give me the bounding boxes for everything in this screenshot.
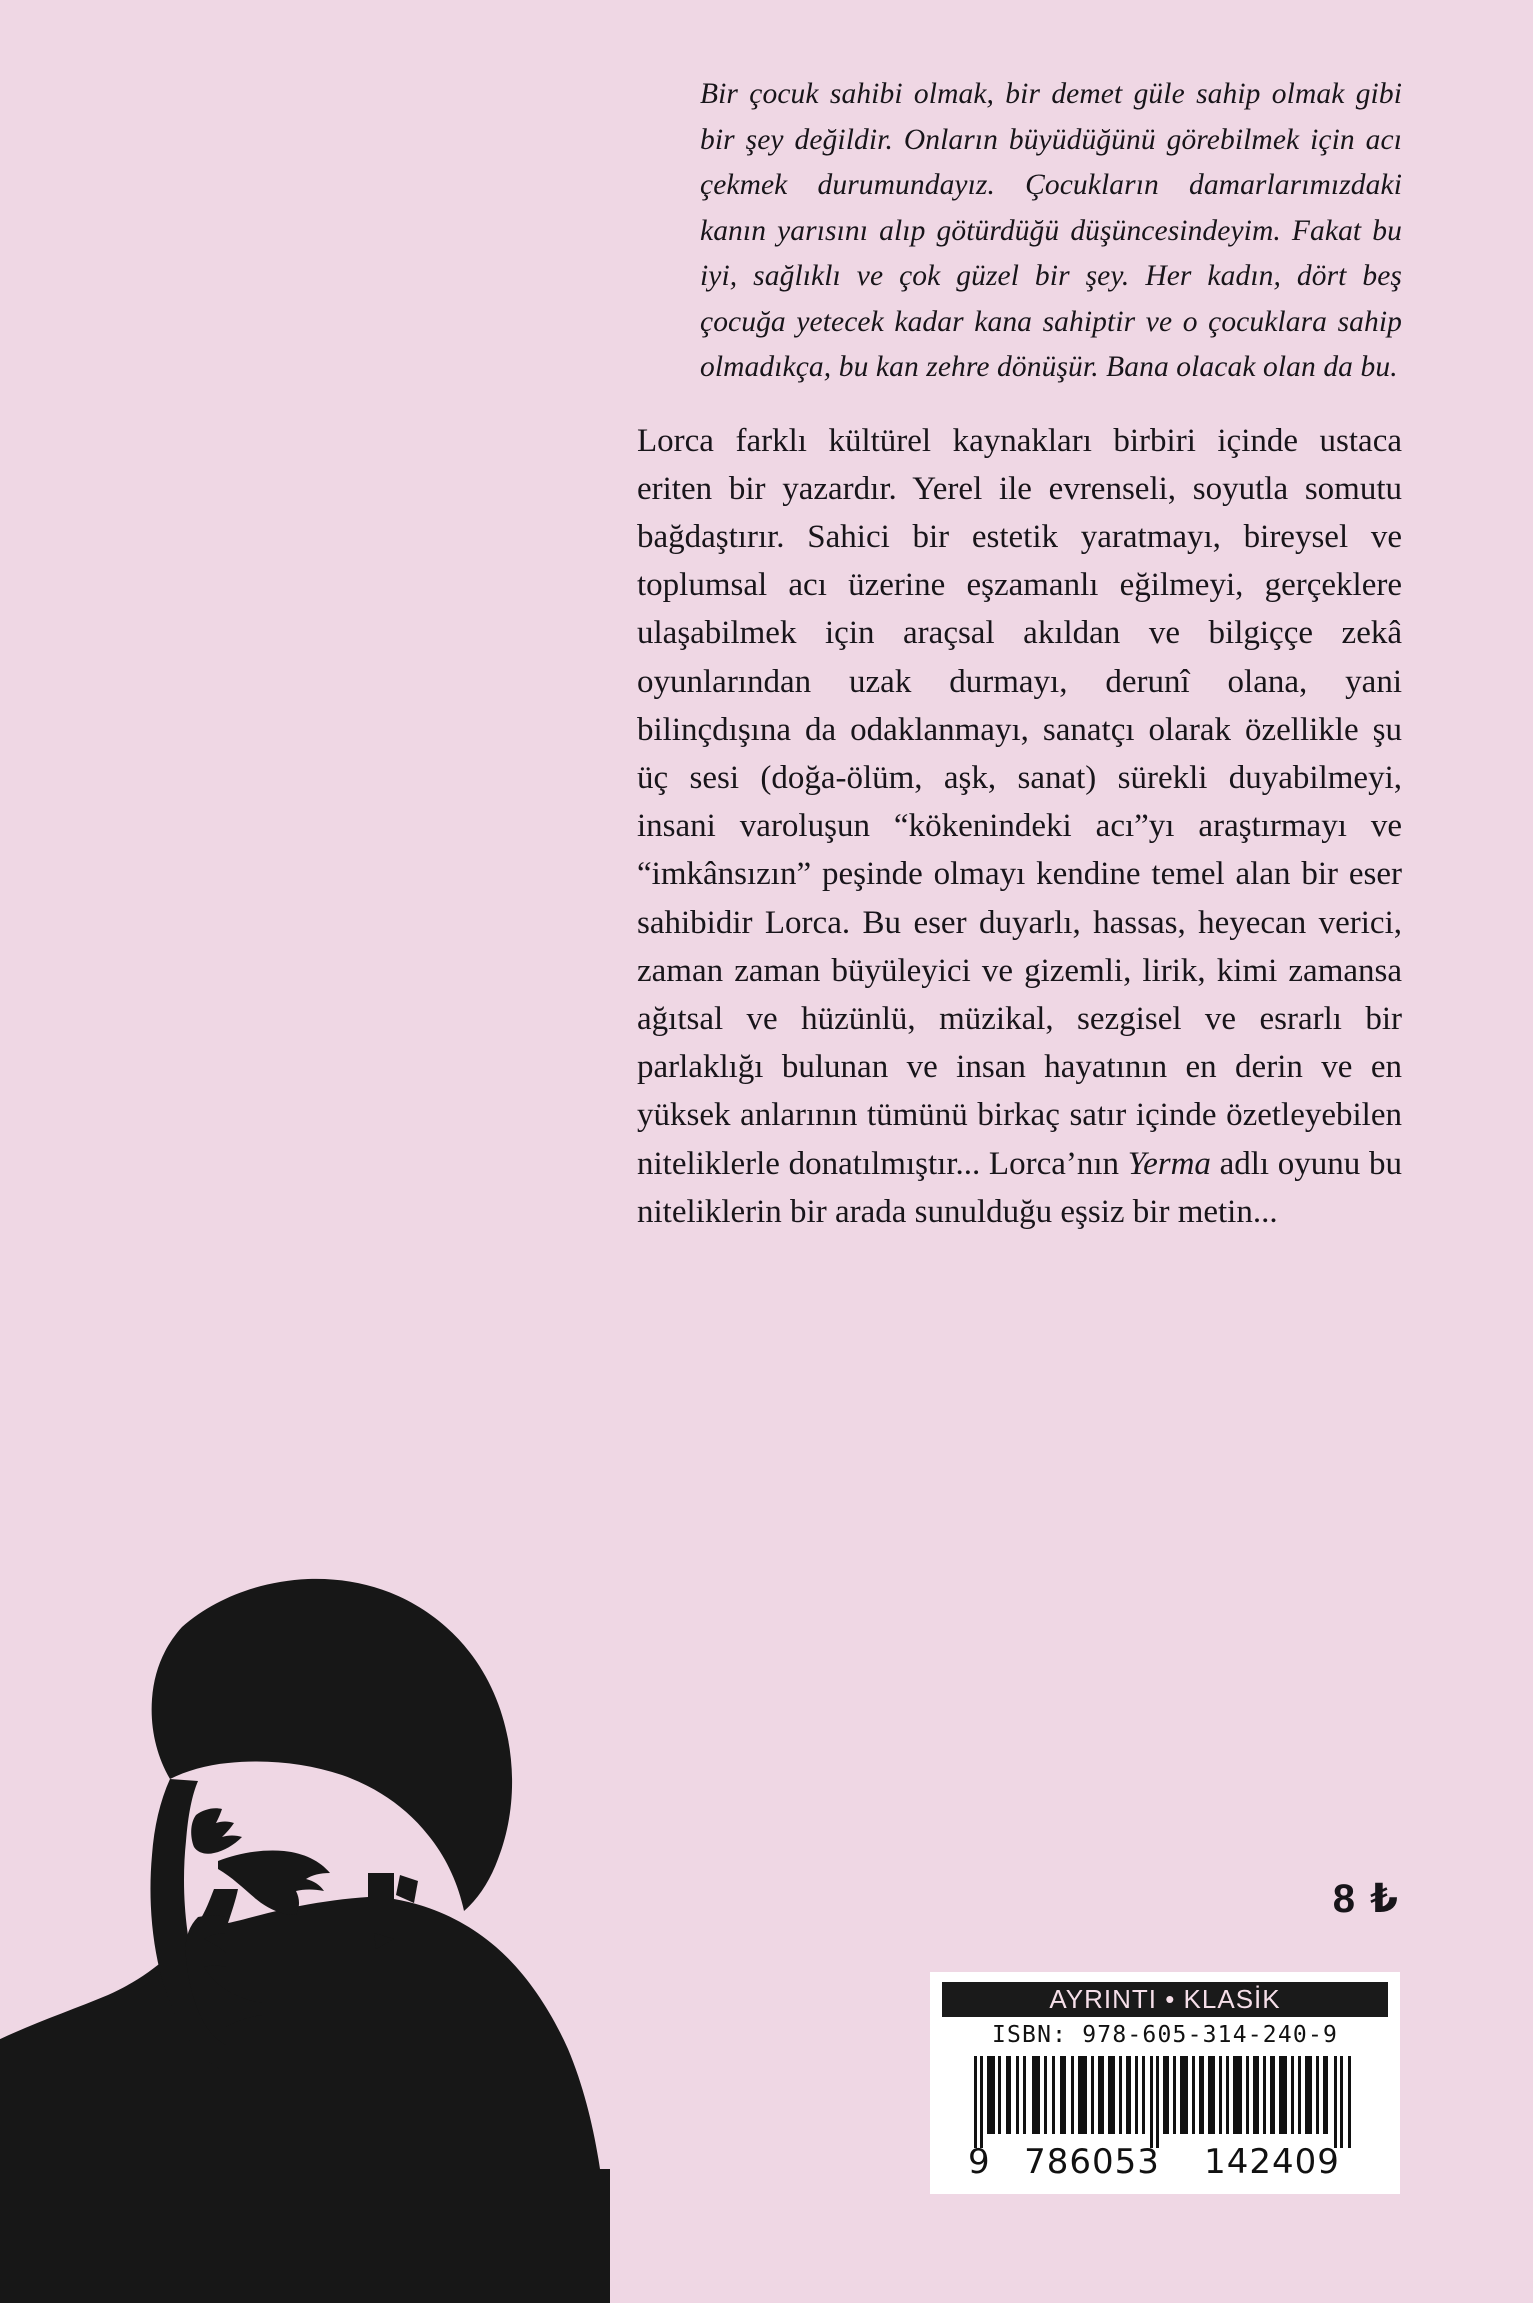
price-label: 8 ₺ (1332, 1877, 1400, 1921)
ean-digit-row (968, 2142, 1362, 2182)
barcode-panel (930, 1972, 1400, 2194)
ean-lead-digit: 9 (968, 2142, 991, 2182)
blurb-paragraph (637, 417, 1402, 1236)
blurb-text-part-1: Lorca farklı kültürel kaynakları birbiri içinde ustaca eriten bir yazardır. Yerel ile evrenseli, soyutla somutu bağdaştırır. Sahici bir estetik yaratmayı, bireysel ve toplumsal acı üzerine eşzamanlı eğilmeyi, gerçeklere ulaşabilmek için araçsal akıldan ve bilgiççe zekâ oyunlarından uzak durmayı, derunî olana, yani bilinçdışına da odaklanmayı, sanatçı olarak özellikle şu üç sesi (doğa-ölüm, aşk, sanat) sürekli duyabilmeyi, insani varoluşun “kökenindeki acı”yı araştırmayı ve “imkânsızın” peşinde olmayı kendine temel alan bir eser sahibidir Lorca. Bu eser duyarlı, hassas, heyecan verici, zaman zaman büyüleyici ve gizemli, lirik, kimi zamansa ağıtsal ve hüzünlü, müzikal, sezgisel ve esrarlı bir parlaklığı bulunan ve insan hayatının en derin ve en yüksek anlarının tümünü birkaç satır içinde özetleyebilen niteliklerle donatılmıştır... Lorca’nın (637, 422, 1402, 1182)
imprint-banner: AYRINTI • KLASİK (942, 1982, 1388, 2017)
isbn-text: ISBN: 978-605-314-240-9 (991, 2022, 1339, 2048)
blurb-text-part-2: adlı oyunu bu niteliklerin bir arada sunulduğu eşsiz bir metin... (637, 1145, 1402, 1230)
ean-group-left: 786053 (1024, 2142, 1160, 2182)
blurb (637, 417, 1402, 1236)
barcode-bars (974, 2056, 1356, 2148)
text-column (637, 0, 1402, 1236)
pull-quote-text: Bir çocuk sahibi olmak, bir demet güle sahip olmak gibi bir şey değildir. Onların büyüdüğünü görebilmek için acı çekmek durumundayız. Çocukların damarlarımızdaki kanın yarısını alıp götürdüğü düşüncesindeyim. Fakat bu iyi, sağlıklı ve çok güzel bir şey. Her kadın, dört beş çocuğa yetecek kadar kana sahiptir ve o çocuklara sahip olmadıkça, bu kan zehre dönüşür. Bana olacak olan da bu. (700, 78, 1402, 383)
work-title: Yerma (1127, 1145, 1211, 1182)
lorca-portrait-silhouette (0, 1543, 610, 2303)
ean-group-right: 142409 (1204, 2142, 1340, 2182)
pull-quote (700, 0, 1402, 391)
